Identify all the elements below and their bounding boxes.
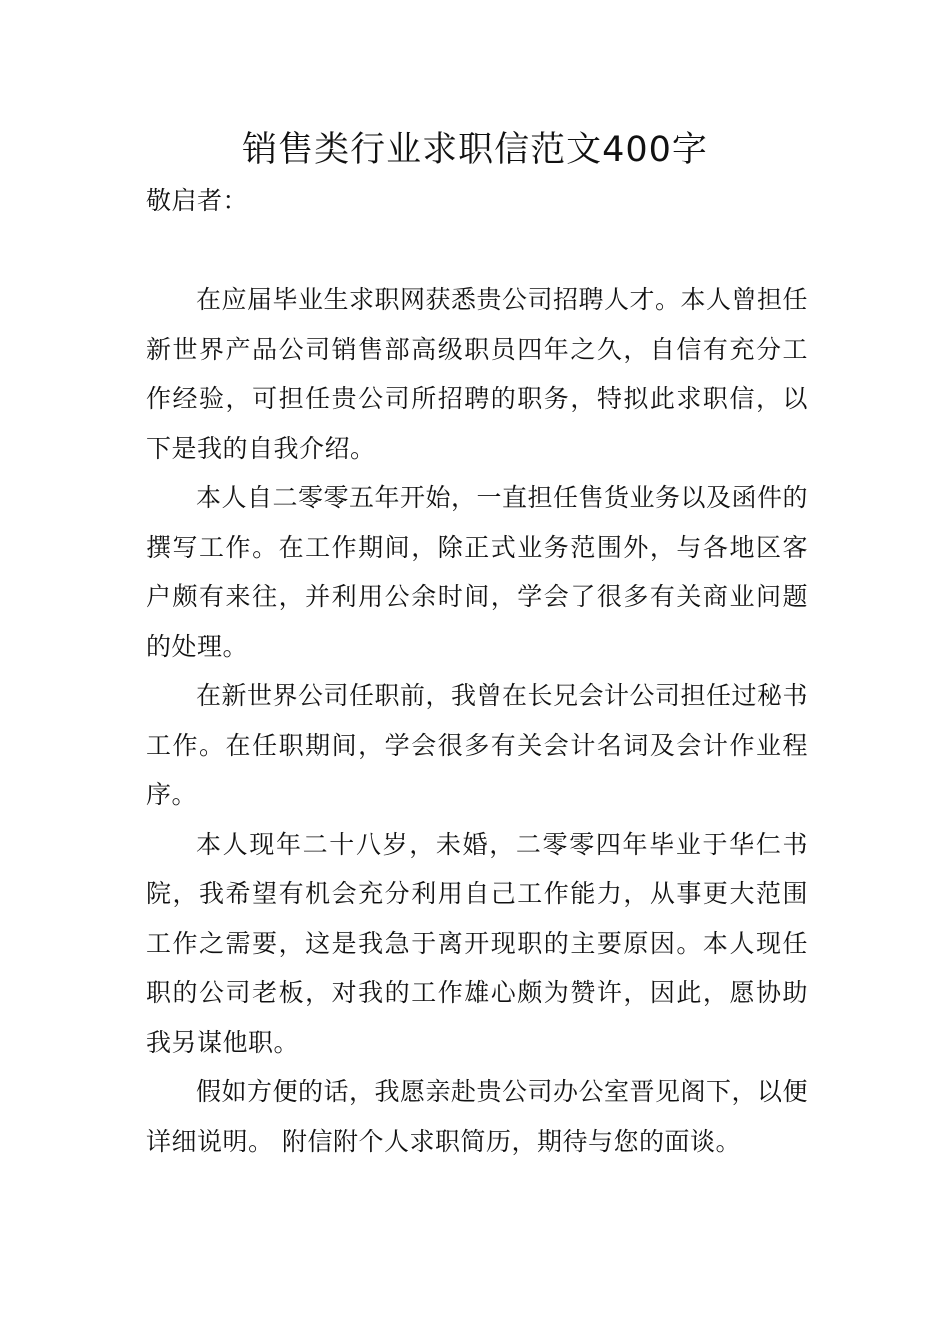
paragraph-1: 在应届毕业生求职网获悉贵公司招聘人才。本人曾担任新世界产品公司销售部高级职员四年之久，自信有充分工作经验，可担任贵公司所招聘的职务，特拟此求职信，以下是我的自我介绍。	[146, 285, 809, 463]
letter-body	[146, 176, 808, 1166]
salutation: 敬启者：	[146, 186, 249, 215]
paragraph-2: 本人自二零零五年开始，一直担任售货业务以及函件的撰写工作。在工作期间，除正式业务范围外，与各地区客户颇有来往，并利用公余时间，学会了很多有关商业问题的处理。	[146, 483, 809, 661]
page-title: 销售类行业求职信范文400字	[242, 130, 708, 170]
paragraph-3: 在新世界公司任职前，我曾在长兄会计公司担任过秘书工作。在任职期间，学会很多有关会计名词及会计作业程序。	[146, 681, 809, 809]
paragraph-5: 假如方便的话，我愿亲赴贵公司办公室晋见阁下，以便详细说明。 附信附个人求职简历，期待与您的面谈。	[146, 1077, 809, 1156]
paragraph-4: 本人现年二十八岁，未婚，二零零四年毕业于华仁书院，我希望有机会充分利用自己工作能力，从事更大范围工作之需要，这是我急于离开现职的主要原因。本人现任职的公司老板，对我的工作雄心颇为赞许，因此，愿协助我另谋他职。	[146, 829, 808, 1057]
